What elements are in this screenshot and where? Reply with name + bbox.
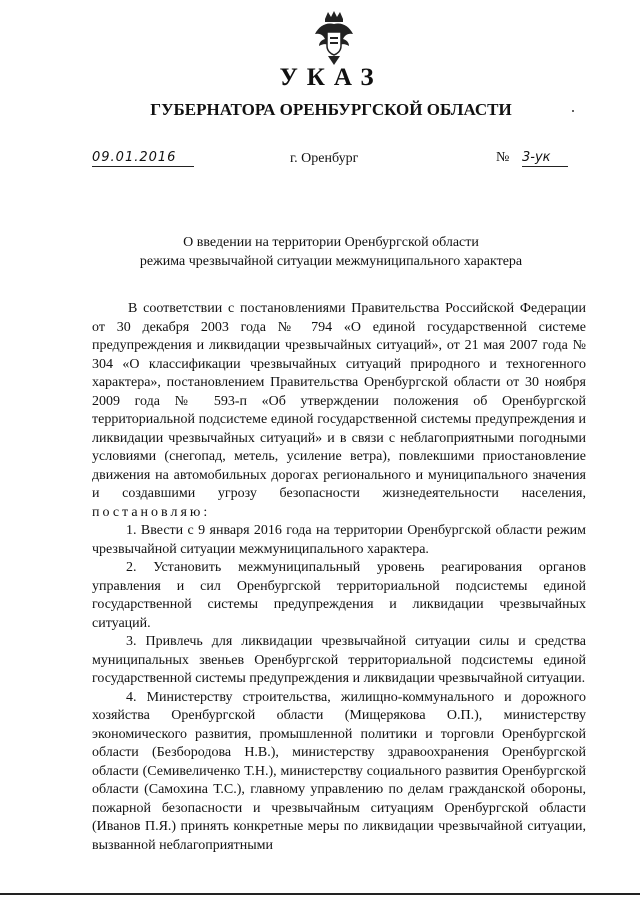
decree-city: г. Оренбург: [290, 151, 359, 166]
decree-heading-line: режима чрезвычайной ситуации межмуниципального характера: [139, 254, 523, 269]
decree-number-label: №: [496, 150, 510, 165]
document-type-title: УКАЗ: [279, 64, 383, 91]
decree-item: 2. Установить межмуниципальный уровень реагирования органов управления и сил Оренбургской территориальной подсистемы единой государственной системы предупреждения и ликвидации чрезвычайных ситуаций.: [92, 560, 586, 631]
page-bottom-edge: [0, 893, 640, 895]
decree-heading: [0, 233, 640, 271]
decree-heading-line: О введении на территории Оренбургской области: [183, 235, 479, 250]
decree-body: [92, 300, 586, 855]
decree-date: 09.01.2016: [92, 150, 194, 167]
issuer-title: ГУБЕРНАТОРА ОРЕНБУРГСКОЙ ОБЛАСТИ: [150, 100, 512, 119]
scan-speck: [572, 110, 574, 112]
decree-item: 4. Министерству строительства, жилищно-коммунального и дорожного хозяйства Оренбургской области (Мищерякова О.П.), министерству экономического развития, промышленной политики и торговли Оренбургской области (Безбородова Н.В.), министерству здравоохранения Оренбургской области (Семивеличенко Т.Н.), министерству социального развития Оренбургской области (Самохина Т.С.), главному управлению по делам гражданской обороны, пожарной безопасности и чрезвычайным ситуациям Оренбургской области (Иванов П.Я.) принять конкретные меры по ликвидации чрезвычайной ситуации, вызванной неблагоприятными: [92, 689, 586, 853]
decree-number-value: 3-ук: [522, 150, 568, 167]
coat-of-arms-icon: [313, 10, 355, 66]
decree-item: 1. Ввести с 9 января 2016 года на территории Оренбургской области режим чрезвычайной ситуации межмуниципального характера.: [92, 523, 586, 557]
preamble-text: В соответствии с постановлениями Правительства Российской Федерации от 30 декабря 2003 года № 794 «О единой государственной системе предупреждения и ликвидации чрезвычайных ситуаций», от 21 мая 2007 года № 304 «О классификации чрезвычайных ситуаций природного и техногенного характера», постановлением Правительства Оренбургской области от 30 ноября 2009 года № 593-п «Об утверждении положения об Оренбургской территориальной подсистеме единой государственной системы предупреждения и ликвидации чрезвычайных ситуаций» и в связи с неблагоприятными погодными условиями (снегопад, метель, усиление ветра), повлекшими приостановление движения на автомобильных дорогах регионального и муниципального значения и создавшими угрозу безопасности жизнедеятельности населения,: [92, 301, 586, 501]
preamble-paragraph: [92, 300, 586, 522]
decree-item: 3. Привлечь для ликвидации чрезвычайной ситуации силы и средства муниципальных звеньев Оренбургской территориальной подсистемы единой государственной системы предупреждения и ликвидации чрезвычайной ситуации.: [92, 634, 586, 686]
decree-word: постановляю:: [92, 504, 211, 520]
